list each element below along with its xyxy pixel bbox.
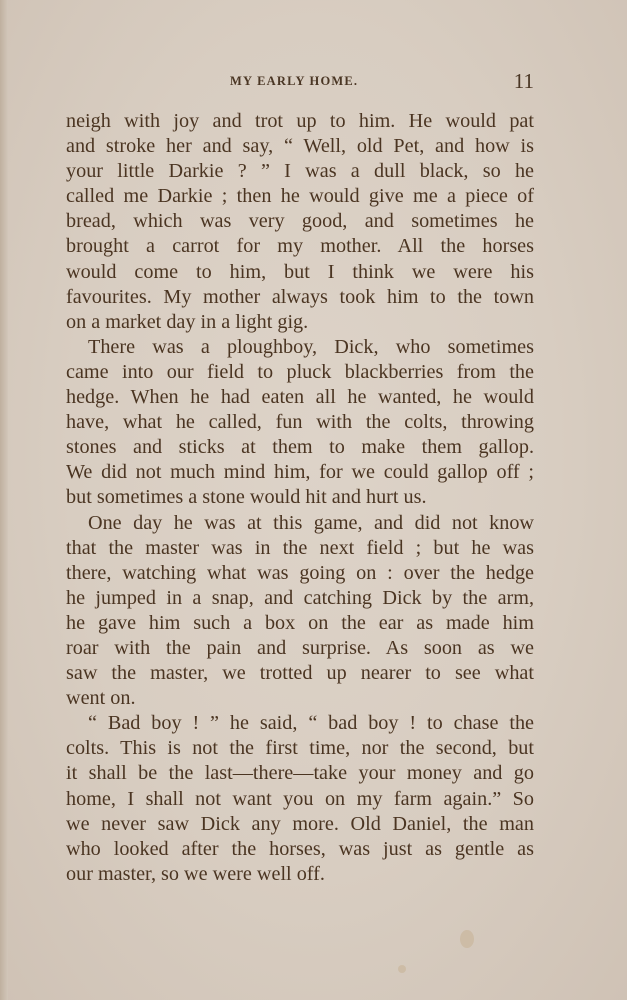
text-line: saw the master, we trotted up nearer to see what [66, 662, 534, 685]
text-line: “ Bad boy ! ” he said, “ bad boy ! to chase the [88, 712, 534, 735]
text-line: he gave him such a box on the ear as made him [66, 611, 534, 634]
text-line: bread, which was very good, and sometimes he [66, 210, 534, 233]
text-line: but sometimes a stone would hit and hurt us. [66, 486, 427, 509]
text-line: brought a carrot for my mother. All the horses [66, 235, 534, 258]
text-line: went on. [66, 687, 136, 710]
text-line: There was a ploughboy, Dick, who sometimes [88, 335, 534, 358]
page-header [230, 69, 534, 96]
text-line: called me Darkie ; then he would give me a piece of [66, 185, 534, 208]
text-line: who looked after the horses, was just as gentle as [66, 837, 534, 860]
page-spine-shadow [0, 0, 8, 1000]
text-line: we never saw Dick any more. Old Daniel, the man [66, 812, 534, 835]
text-line: there, watching what was going on : over the hedge [66, 561, 534, 584]
text-line: he jumped in a snap, and catching Dick by the arm, [66, 586, 534, 609]
body-text [66, 109, 534, 887]
text-line: stones and sticks at them to make them gallop. [66, 436, 534, 459]
text-line: that the master was in the next field ; but he was [66, 536, 534, 559]
text-line: and stroke her and say, “ Well, old Pet, and how is [66, 135, 534, 158]
text-line: We did not much mind him, for we could gallop off ; [66, 461, 534, 484]
text-line: our master, so we were well off. [66, 862, 325, 885]
text-line: came into our field to pluck blackberries from the [66, 360, 534, 383]
text-line: on a market day in a light gig. [66, 310, 309, 333]
text-line: neigh with joy and trot up to him. He would pat [66, 110, 534, 132]
text-line: colts. This is not the first time, nor the second, but [66, 737, 534, 760]
running-title: MY EARLY HOME. [230, 74, 359, 88]
text-line: home, I shall not want you on my farm again.” So [66, 787, 534, 810]
paper-stain [460, 930, 474, 948]
text-line: One day he was at this game, and did not know [88, 511, 534, 534]
text-line: have, what he called, fun with the colts, throwing [66, 411, 534, 434]
text-line: your little Darkie ? ” I was a dull black, so he [66, 160, 534, 183]
text-line: hedge. When he had eaten all he wanted, he would [66, 386, 534, 409]
text-line: would come to him, but I think we were his [66, 260, 534, 283]
text-line: roar with the pain and surprise. As soon as we [66, 636, 534, 659]
text-line: favourites. My mother always took him to the town [66, 285, 534, 308]
text-line: it shall be the last—there—take your money and go [66, 762, 534, 785]
page-number: 11 [513, 69, 534, 93]
paper-stain [398, 965, 406, 973]
